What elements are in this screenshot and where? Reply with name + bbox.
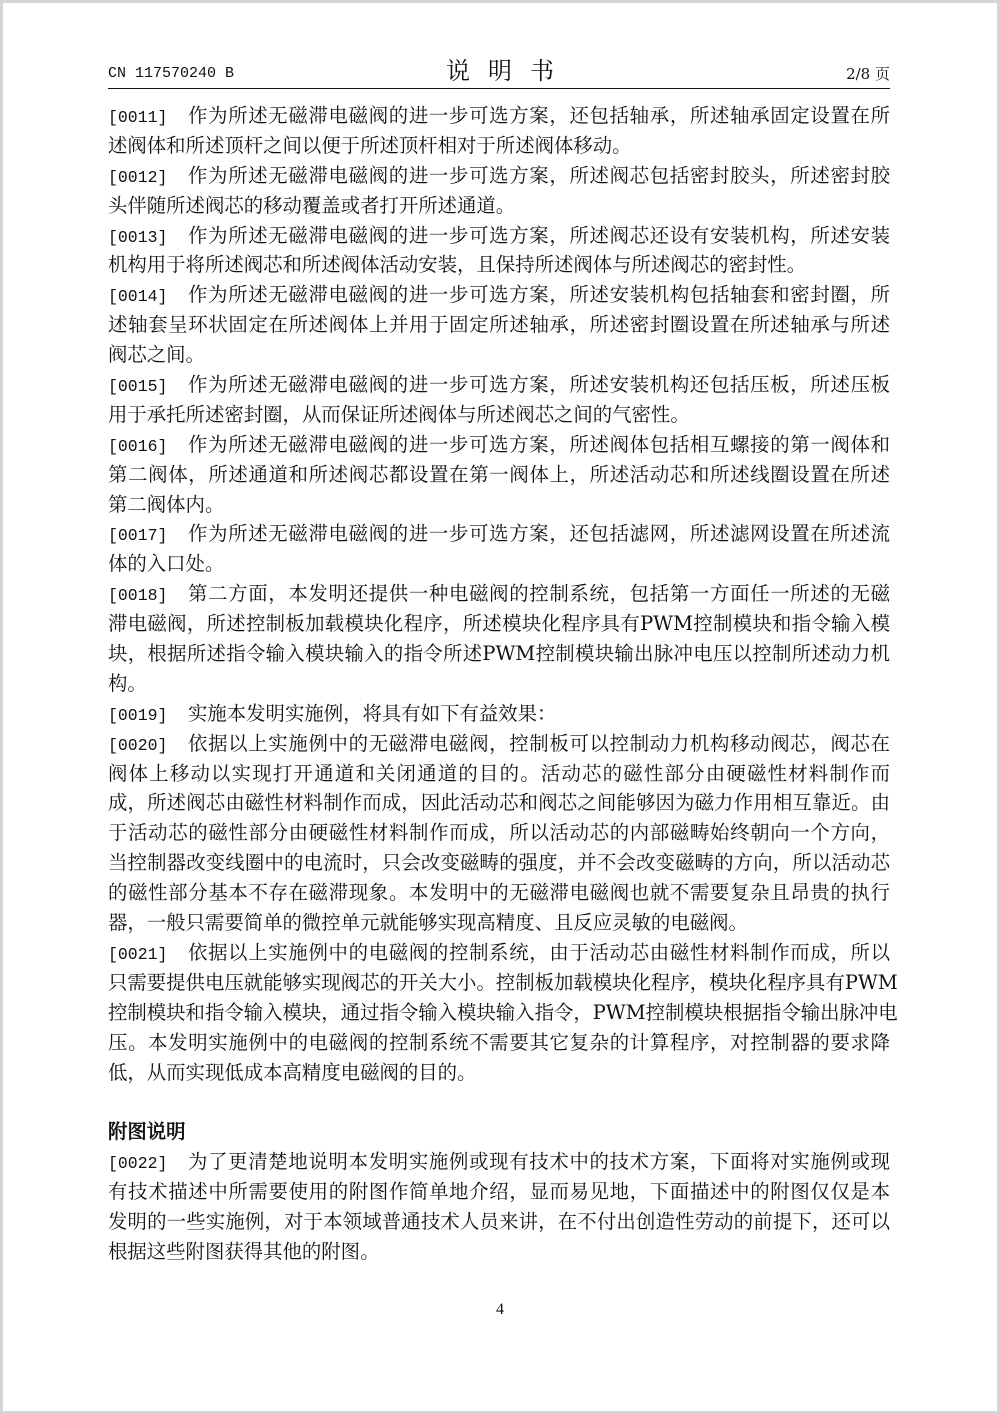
paragraph-line: 发明的一些实施例，对于本领域普通技术人员来讲，在不付出创造性劳动的前提下，还可以 xyxy=(108,1209,890,1233)
paragraph-line: 低，从而实现低成本高精度电磁阀的目的。 xyxy=(108,1060,477,1084)
paragraph-0022 xyxy=(108,1147,890,1267)
paragraph-line: 于活动芯的磁性部分由硬磁性材料制作而成，所以活动芯的内部磁畴始终朝向一个方向， xyxy=(108,821,890,845)
paragraph-line: 第二方面，本发明还提供一种电磁阀的控制系统，包括第一方面任一所述的无磁 xyxy=(188,582,890,606)
paragraph-0016 xyxy=(108,430,890,520)
paragraph-0020 xyxy=(108,729,890,938)
paragraph-0014 xyxy=(108,280,890,370)
paragraph-line: 作为所述无磁滞电磁阀的进一步可选方案，所述阀体包括相互螺接的第一阀体和 xyxy=(188,432,890,456)
paragraph-line: 作为所述无磁滞电磁阀的进一步可选方案，还包括滤网，所述滤网设置在所述流 xyxy=(188,522,890,546)
paragraph-line: 压。本发明实施例中的电磁阀的控制系统不需要其它复杂的计算程序，对控制器的要求降 xyxy=(108,1030,890,1054)
paragraph-line: 机构用于将所述阀芯和所述阀体活动安装，且保持所述阀体与所述阀芯的密封性。 xyxy=(108,253,807,277)
paragraph-line: 头伴随所述阀芯的移动覆盖或者打开所述通道。 xyxy=(108,193,516,217)
paragraph-number: [0015] xyxy=(108,377,168,397)
paragraph-line: 为了更清楚地说明本发明实施例或现有技术中的技术方案，下面将对实施例或现 xyxy=(188,1150,890,1174)
paragraph-first-line xyxy=(108,729,890,759)
paragraph-number: [0014] xyxy=(108,287,168,307)
paragraph-first-line xyxy=(108,430,890,460)
paragraph-line: 阀芯之间。 xyxy=(108,343,205,367)
paragraph-line: 块，根据所述指令输入模块输入的指令所述PWM控制模块输出脉冲电压以控制所述动力机 xyxy=(108,642,890,666)
paragraph-first-line xyxy=(108,101,890,131)
paragraph-first-line xyxy=(108,938,890,968)
paragraph-line: 依据以上实施例中的无磁滞电磁阀，控制板可以控制动力机构移动阀芯，阀芯在 xyxy=(188,731,890,755)
paragraph-number: [0012] xyxy=(108,167,168,187)
paragraph-number: [0016] xyxy=(108,436,168,456)
paragraph-first-line xyxy=(108,161,890,191)
paragraph-0011 xyxy=(108,101,890,161)
paragraph-number: [0020] xyxy=(108,735,168,755)
paragraph-line: 述阀体和所述顶杆之间以便于所述顶杆相对于所述阀体移动。 xyxy=(108,133,632,157)
paragraph-0015 xyxy=(108,370,890,430)
paragraph-0013 xyxy=(108,221,890,281)
paragraph-line: 当控制器改变线圈中的电流时，只会改变磁畴的强度，并不会改变磁畴的方向，所以活动芯 xyxy=(108,851,890,875)
paragraph-first-line xyxy=(108,1147,890,1177)
paragraph-number: [0011] xyxy=(108,108,168,127)
paragraph-line: 实施本发明实施例，将具有如下有益效果： xyxy=(188,701,557,725)
paragraph-line: 有技术描述中所需要使用的附图作简单地介绍，显而易见地，下面描述中的附图仅仅是本 xyxy=(108,1180,890,1204)
paragraph-number: [0018] xyxy=(108,586,168,606)
publication-number: CN 117570240 B xyxy=(108,65,235,82)
paragraph-0017 xyxy=(108,519,890,579)
paragraph-line: 构。 xyxy=(108,671,147,695)
paragraph-line: 成，所述阀芯由磁性材料制作而成，因此活动芯和阀芯之间能够因为磁力作用相互靠近。由 xyxy=(108,791,890,815)
paragraph-line: 只需要提供电压就能够实现阀芯的开关大小。控制板加载模块化程序，模块化程序具有PWM xyxy=(108,970,898,994)
paragraph-line: 的磁性部分基本不存在磁滞现象。本发明中的无磁滞电磁阀也就不需要复杂且昂贵的执行 xyxy=(108,881,890,905)
paragraph-number: [0019] xyxy=(108,705,168,725)
paragraph-line: 作为所述无磁滞电磁阀的进一步可选方案，所述阀芯还设有安装机构，所述安装 xyxy=(188,223,890,247)
paragraph-first-line xyxy=(108,519,890,549)
paragraph-line: 根据这些附图获得其他的附图。 xyxy=(108,1239,380,1263)
paragraph-line: 第二阀体内。 xyxy=(108,492,225,516)
header-rule xyxy=(108,88,890,89)
paragraph-first-line xyxy=(108,579,890,609)
paragraph-number: [0022] xyxy=(108,1154,168,1174)
section-heading: 附图说明 xyxy=(108,1120,186,1144)
paragraph-0018 xyxy=(108,579,890,699)
paragraph-line: 器，一般只需要简单的微控单元就能够实现高精度、且反应灵敏的电磁阀。 xyxy=(108,911,748,935)
paragraph-line: 控制模块和指令输入模块，通过指令输入模块输入指令，PWM控制模块根据指令输出脉冲电 xyxy=(108,1000,898,1024)
paragraph-0019 xyxy=(108,699,890,729)
paragraph-line: 作为所述无磁滞电磁阀的进一步可选方案，所述阀芯包括密封胶头，所述密封胶 xyxy=(188,163,890,187)
paragraph-line: 依据以上实施例中的电磁阀的控制系统，由于活动芯由磁性材料制作而成，所以 xyxy=(188,940,890,964)
paragraph-first-line xyxy=(108,280,890,310)
paragraph-0012 xyxy=(108,161,890,221)
paragraph-number: [0021] xyxy=(108,944,168,964)
paragraph-line: 作为所述无磁滞电磁阀的进一步可选方案，所述安装机构还包括压板，所述压板 xyxy=(188,373,890,397)
paragraph-line: 作为所述无磁滞电磁阀的进一步可选方案，所述安装机构包括轴套和密封圈，所 xyxy=(188,283,890,307)
paragraph-line: 用于承托所述密封圈，从而保证所述阀体与所述阀芯之间的气密性。 xyxy=(108,402,690,426)
page-number: 4 xyxy=(496,1301,504,1318)
paragraph-first-line xyxy=(108,221,890,251)
paragraph-line: 述轴套呈环状固定在所述阀体上并用于固定所述轴承，所述密封圈设置在所述轴承与所述 xyxy=(108,313,890,337)
paragraph-first-line xyxy=(108,370,890,400)
paragraph-line: 作为所述无磁滞电磁阀的进一步可选方案，还包括轴承，所述轴承固定设置在所 xyxy=(188,104,890,127)
paragraph-first-line xyxy=(108,699,890,729)
paragraph-number: [0017] xyxy=(108,526,168,546)
document-title: 说明书 xyxy=(446,57,572,85)
paragraph-line: 第二阀体，所述通道和所述阀芯都设置在第一阀体上，所述活动芯和所述线圈设置在所述 xyxy=(108,462,890,486)
page-count: 2/8 页 xyxy=(846,65,890,83)
document-body xyxy=(108,101,898,1267)
paragraph-number: [0013] xyxy=(108,227,168,247)
paragraph-0021 xyxy=(108,938,898,1087)
paragraph-line: 阀体上移动以实现打开通道和关闭通道的目的。活动芯的磁性部分由硬磁性材料制作而 xyxy=(108,761,890,785)
paragraph-line: 滞电磁阀，所述控制板加载模块化程序，所述模块化程序具有PWM控制模块和指令输入模 xyxy=(108,612,890,636)
paragraph-line: 体的入口处。 xyxy=(108,552,225,576)
